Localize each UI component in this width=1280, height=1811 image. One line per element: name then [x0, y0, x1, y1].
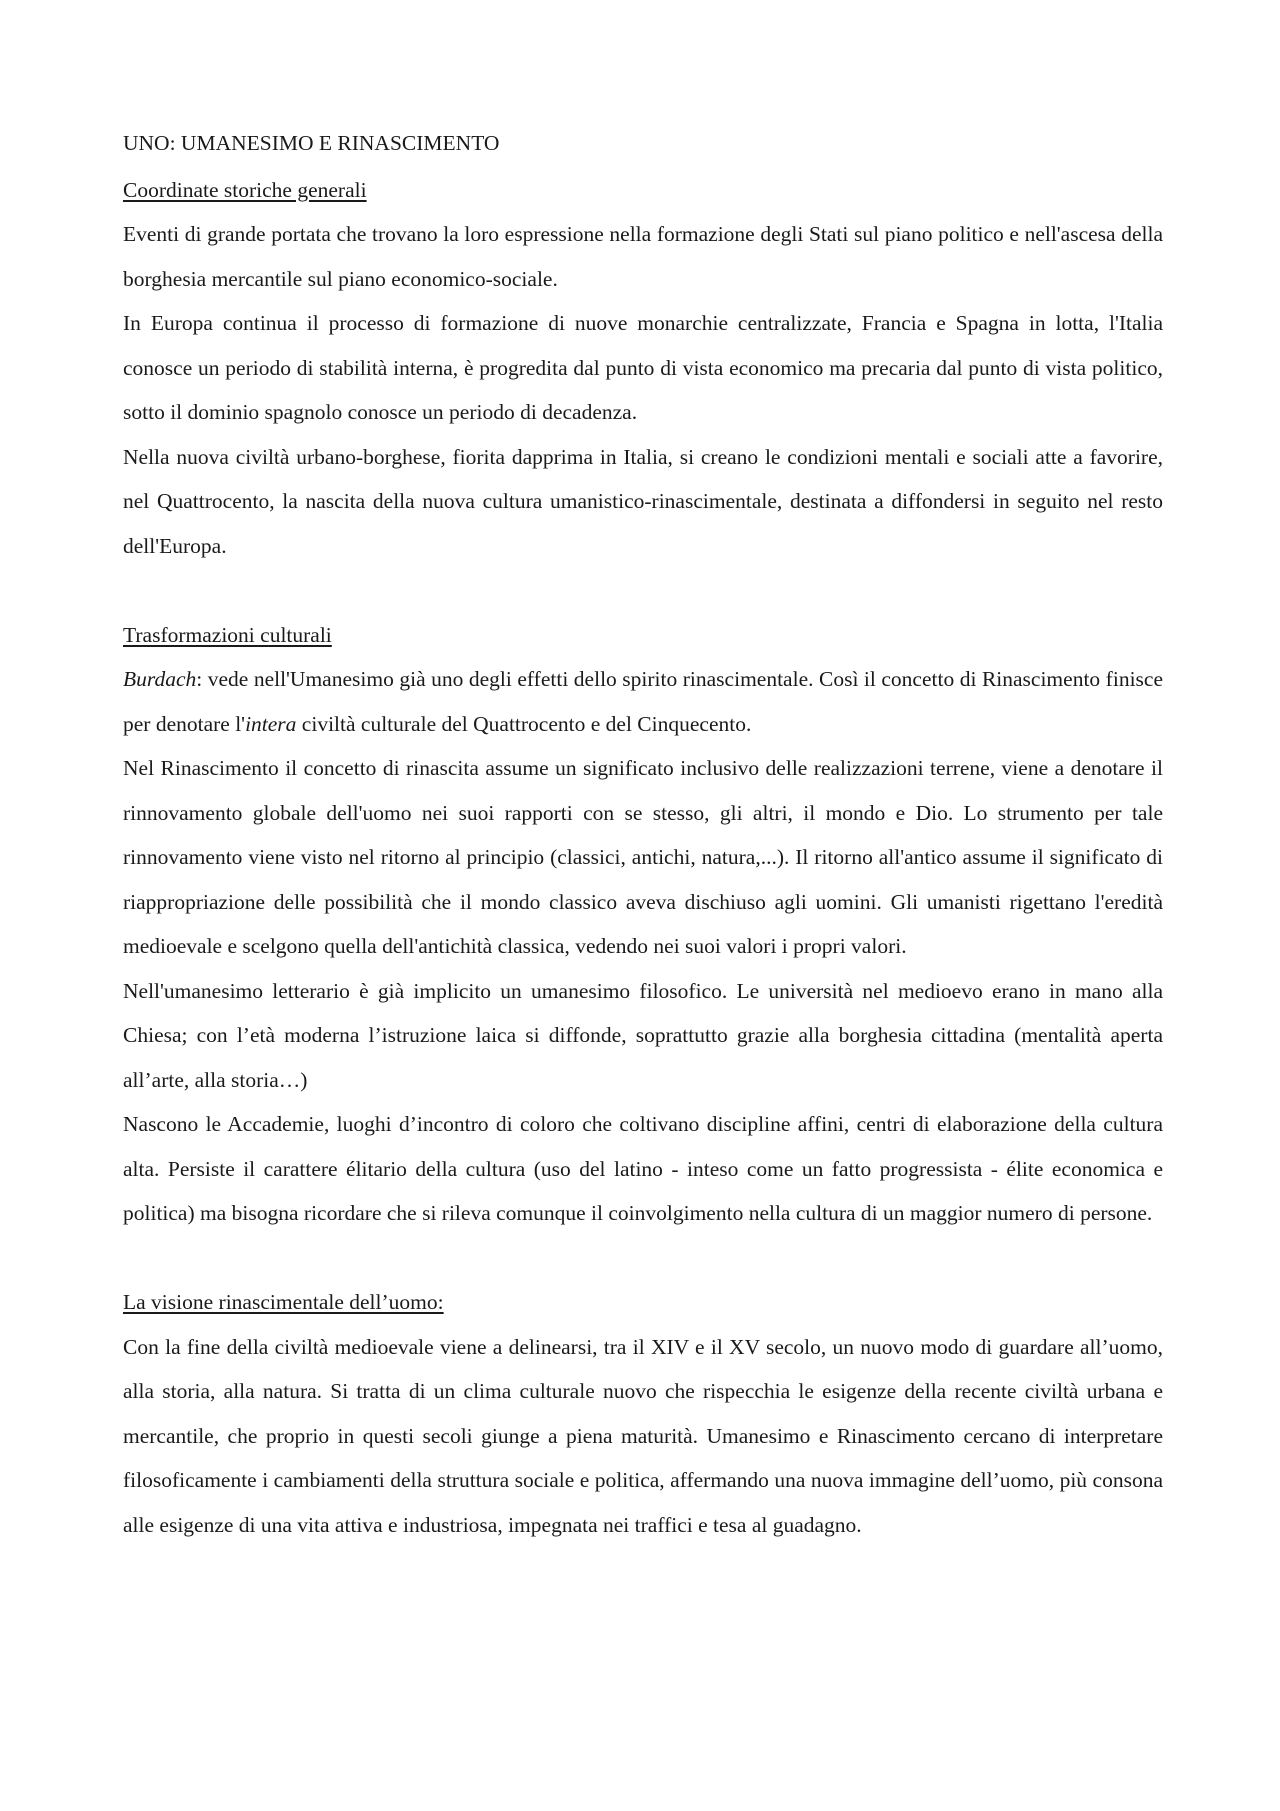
emphasis-word: intera — [245, 711, 297, 736]
section-heading: La visione rinascimentale dell’uomo: — [123, 1290, 444, 1314]
paragraph: Eventi di grande portata che trovano la loro espressione nella formazione degli Stati sul piano politico e nell'ascesa della borghesia mercantile sul piano economico-sociale. — [123, 222, 1163, 291]
paragraph: Nella nuova civiltà urbano-borghese, fiorita dapprima in Italia, si creano le condizioni mentali e sociali atte a favorire, nel Quattrocento, la nascita della nuova cultura umanistico-rinascimentale, destinata a diffondersi in seguito nel resto dell'Europa. — [123, 444, 1163, 558]
paragraph: Nascono le Accademie, luoghi d’incontro di coloro che coltivano discipline affini, centri di elaborazione della cultura alta. Persiste il carattere élitario della cultura (uso del latino - inteso come un fatto progressista - élite economica e politica) ma bisogna ricordare che si rileva comunque il coinvolgimento nella cultura di un maggior numero di persone. — [123, 1112, 1163, 1225]
section-trasformazioni-culturali — [123, 613, 1163, 1236]
document-title: UNO: UMANESIMO E RINASCIMENTO — [123, 131, 500, 155]
section-heading: Coordinate storiche generali — [123, 177, 367, 202]
author-name: Burdach — [123, 667, 197, 691]
section-spacer — [123, 1236, 1163, 1281]
paragraph-burdach — [123, 657, 1163, 746]
paragraph: In Europa continua il processo di formazione di nuove monarchie centralizzate, Francia e Spagna in lotta, l'Italia conosce un periodo di stabilità interna, è progredita dal punto di vista economico ma precaria dal punto di vista politico, sotto il dominio spagnolo conosce un periodo di decadenza. — [123, 311, 1163, 424]
section-heading: Trasformazioni culturali — [123, 622, 332, 647]
document-body — [123, 121, 1163, 1547]
paragraph: Con la fine della civiltà medioevale viene a delinearsi, tra il XIV e il XV secolo, un nuovo modo di guardare all’uomo, alla storia, alla natura. Si tratta di un clima culturale nuovo che rispecchia le esigenze della recente civiltà urbana e mercantile, che proprio in questi secoli giunge a piena maturità. Umanesimo e Rinascimento cercano di interpretare filosoficamente i cambiamenti della struttura sociale e politica, affermando una nuova immagine dell’uomo, più consona alle esigenze di una vita attiva e industriosa, impegnata nei traffici e tesa al guadagno. — [123, 1334, 1163, 1537]
paragraph-text: : vede nell'Umanesimo già uno degli effetti dello spirito rinascimentale. Così il concetto di Rinascimento finisce per denotare l' — [123, 667, 1163, 736]
section-spacer — [123, 568, 1163, 613]
section-visione-uomo — [123, 1280, 1163, 1547]
section-coordinate-storiche — [123, 168, 1163, 569]
paragraph-text: civiltà culturale del Quattrocento e del Cinquecento. — [296, 711, 752, 736]
paragraph: Nel Rinascimento il concetto di rinascita assume un significato inclusivo delle realizzazioni terrene, viene a denotare il rinnovamento globale dell'uomo nei suoi rapporti con se stesso, gli altri, il mondo e Dio. Lo strumento per tale rinnovamento viene visto nel ritorno al principio (classici, antichi, natura,...). Il ritorno all'antico assume il significato di riappropriazione delle possibilità che il mondo classico aveva dischiuso agli uomini. Gli umanisti rigettano l'eredità medioevale e scelgono quella dell'antichità classica, vedendo nei suoi valori i propri valori. — [123, 756, 1163, 958]
paragraph: Nell'umanesimo letterario è già implicito un umanesimo filosofico. Le università nel medioevo erano in mano alla Chiesa; con l’età moderna l’istruzione laica si diffonde, soprattutto grazie alla borghesia cittadina (mentalità aperta all’arte, alla storia…) — [123, 978, 1163, 1092]
